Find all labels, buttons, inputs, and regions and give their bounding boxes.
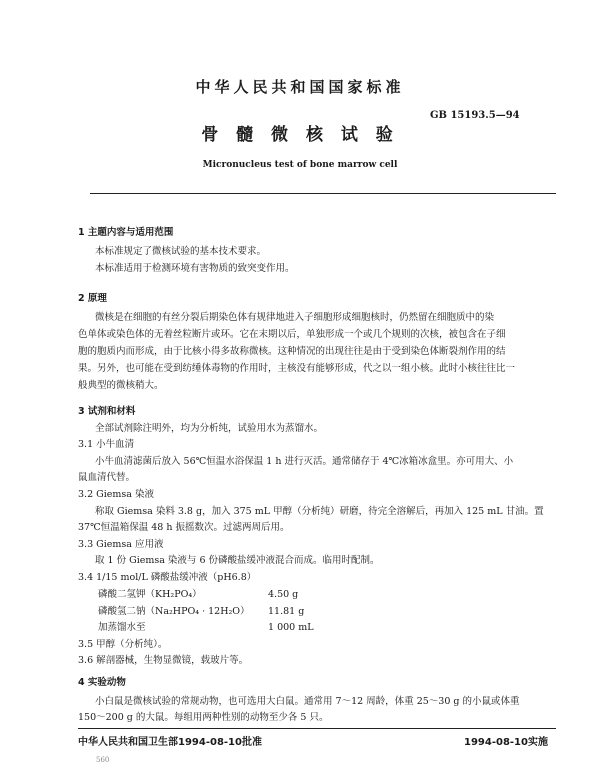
section-2-line: 胞的胞质内而形成，由于比核小得多故称微核。这种情况的出现往往是由于受到染色体断裂剂作用的结 — [78, 346, 506, 357]
effective-text: 1994-08-10实施 — [464, 737, 548, 748]
section-3-5: 3.5 甲醇（分析纯）。 — [78, 639, 168, 650]
section-1-line: 本标准规定了微核试验的基本技术要求。 — [95, 246, 267, 257]
section-3-1-heading: 3.1 小牛血清 — [78, 439, 135, 450]
section-2-line: 微核是在细胞的有丝分裂后期染色体有规律地进入子细胞形成细胞核时，仍然留在细胞质中的染 — [95, 312, 495, 323]
reagent-amount: 4.50 g — [268, 589, 299, 600]
doc-title: 骨 髓 微 核 试 验 — [201, 125, 399, 145]
section-3-2-line: 称取 Giemsa 染料 3.8 g，加入 375 mL 甲醇（分析纯）研磨，待完全溶解后，再加入 125 mL 甘油。置 — [95, 506, 544, 517]
header-rule — [90, 193, 556, 194]
section-3-3-heading: 3.3 Giemsa 应用液 — [78, 539, 164, 550]
english-title: Micronucleus test of bone marrow cell — [202, 160, 398, 170]
reagent-name: 磷酸二氢钾（KH₂PO₄） — [98, 589, 202, 600]
standard-number: GB 15193.5—94 — [430, 110, 520, 121]
section-3-2-heading: 3.2 Giemsa 染液 — [78, 489, 154, 500]
section-3-3-line: 取 1 份 Giemsa 染液与 6 份磷酸盐缓冲液混合而成。临用时配制。 — [95, 555, 380, 566]
footer-rule — [78, 728, 556, 729]
section-1-heading: 1 主题内容与适用范围 — [78, 227, 174, 238]
section-3-1-line: 鼠血清代替。 — [78, 472, 136, 483]
section-2-heading: 2 原理 — [78, 293, 107, 304]
approval-text: 中华人民共和国卫生部1994-08-10批准 — [78, 737, 262, 748]
section-2-line: 般典型的微核稍大。 — [78, 380, 164, 391]
section-3-2-line: 37℃恒温箱保温 48 h 振摇数次。过滤两周后用。 — [78, 522, 290, 533]
section-4-line: 小白鼠是微核试验的常规动物，也可选用大白鼠。通常用 7～12 周龄，体重 25～30 g 的小鼠或体重 — [95, 696, 520, 707]
reagent-name: 磷酸氢二钠（Na₂HPO₄ · 12H₂O） — [98, 606, 250, 617]
section-3-heading: 3 试剂和材料 — [78, 406, 136, 417]
section-1-line: 本标准适用于检测环境有害物质的致突变作用。 — [95, 263, 295, 274]
section-3-6: 3.6 解剖器械，生物显微镜，载玻片等。 — [78, 655, 249, 666]
section-3-4-heading: 3.4 1/15 mol/L 磷酸盐缓冲液（pH6.8） — [78, 572, 257, 583]
section-2-line: 色单体或染色体的无着丝粒断片或环。它在末期以后，单独形成一个或几个规则的次核，被包含在子细 — [78, 329, 506, 340]
org-title: 中华人民共和国国家标准 — [195, 78, 405, 96]
section-3-1-line: 小牛血清滤菌后放入 56℃恒温水浴保温 1 h 进行灭活。通常储存于 4℃冰箱冰盒里。亦可用大、小 — [95, 456, 514, 467]
section-3-intro: 全部试剂除注明外，均为分析纯，试验用水为蒸馏水。 — [95, 423, 324, 434]
reagent-name: 加蒸馏水至 — [98, 622, 146, 633]
section-4-heading: 4 实验动物 — [78, 677, 126, 688]
section-4-line: 150～200 g 的大鼠。每组用两种性别的动物至少各 5 只。 — [78, 712, 329, 723]
page-number: 560 — [96, 756, 110, 764]
section-2-line: 果。另外，也可能在受到纺缍体毒物的作用时，主核没有能够形成，代之以一组小核。此时小核往往比一 — [78, 363, 516, 374]
reagent-amount: 1 000 mL — [268, 622, 314, 633]
reagent-amount: 11.81 g — [268, 606, 305, 617]
